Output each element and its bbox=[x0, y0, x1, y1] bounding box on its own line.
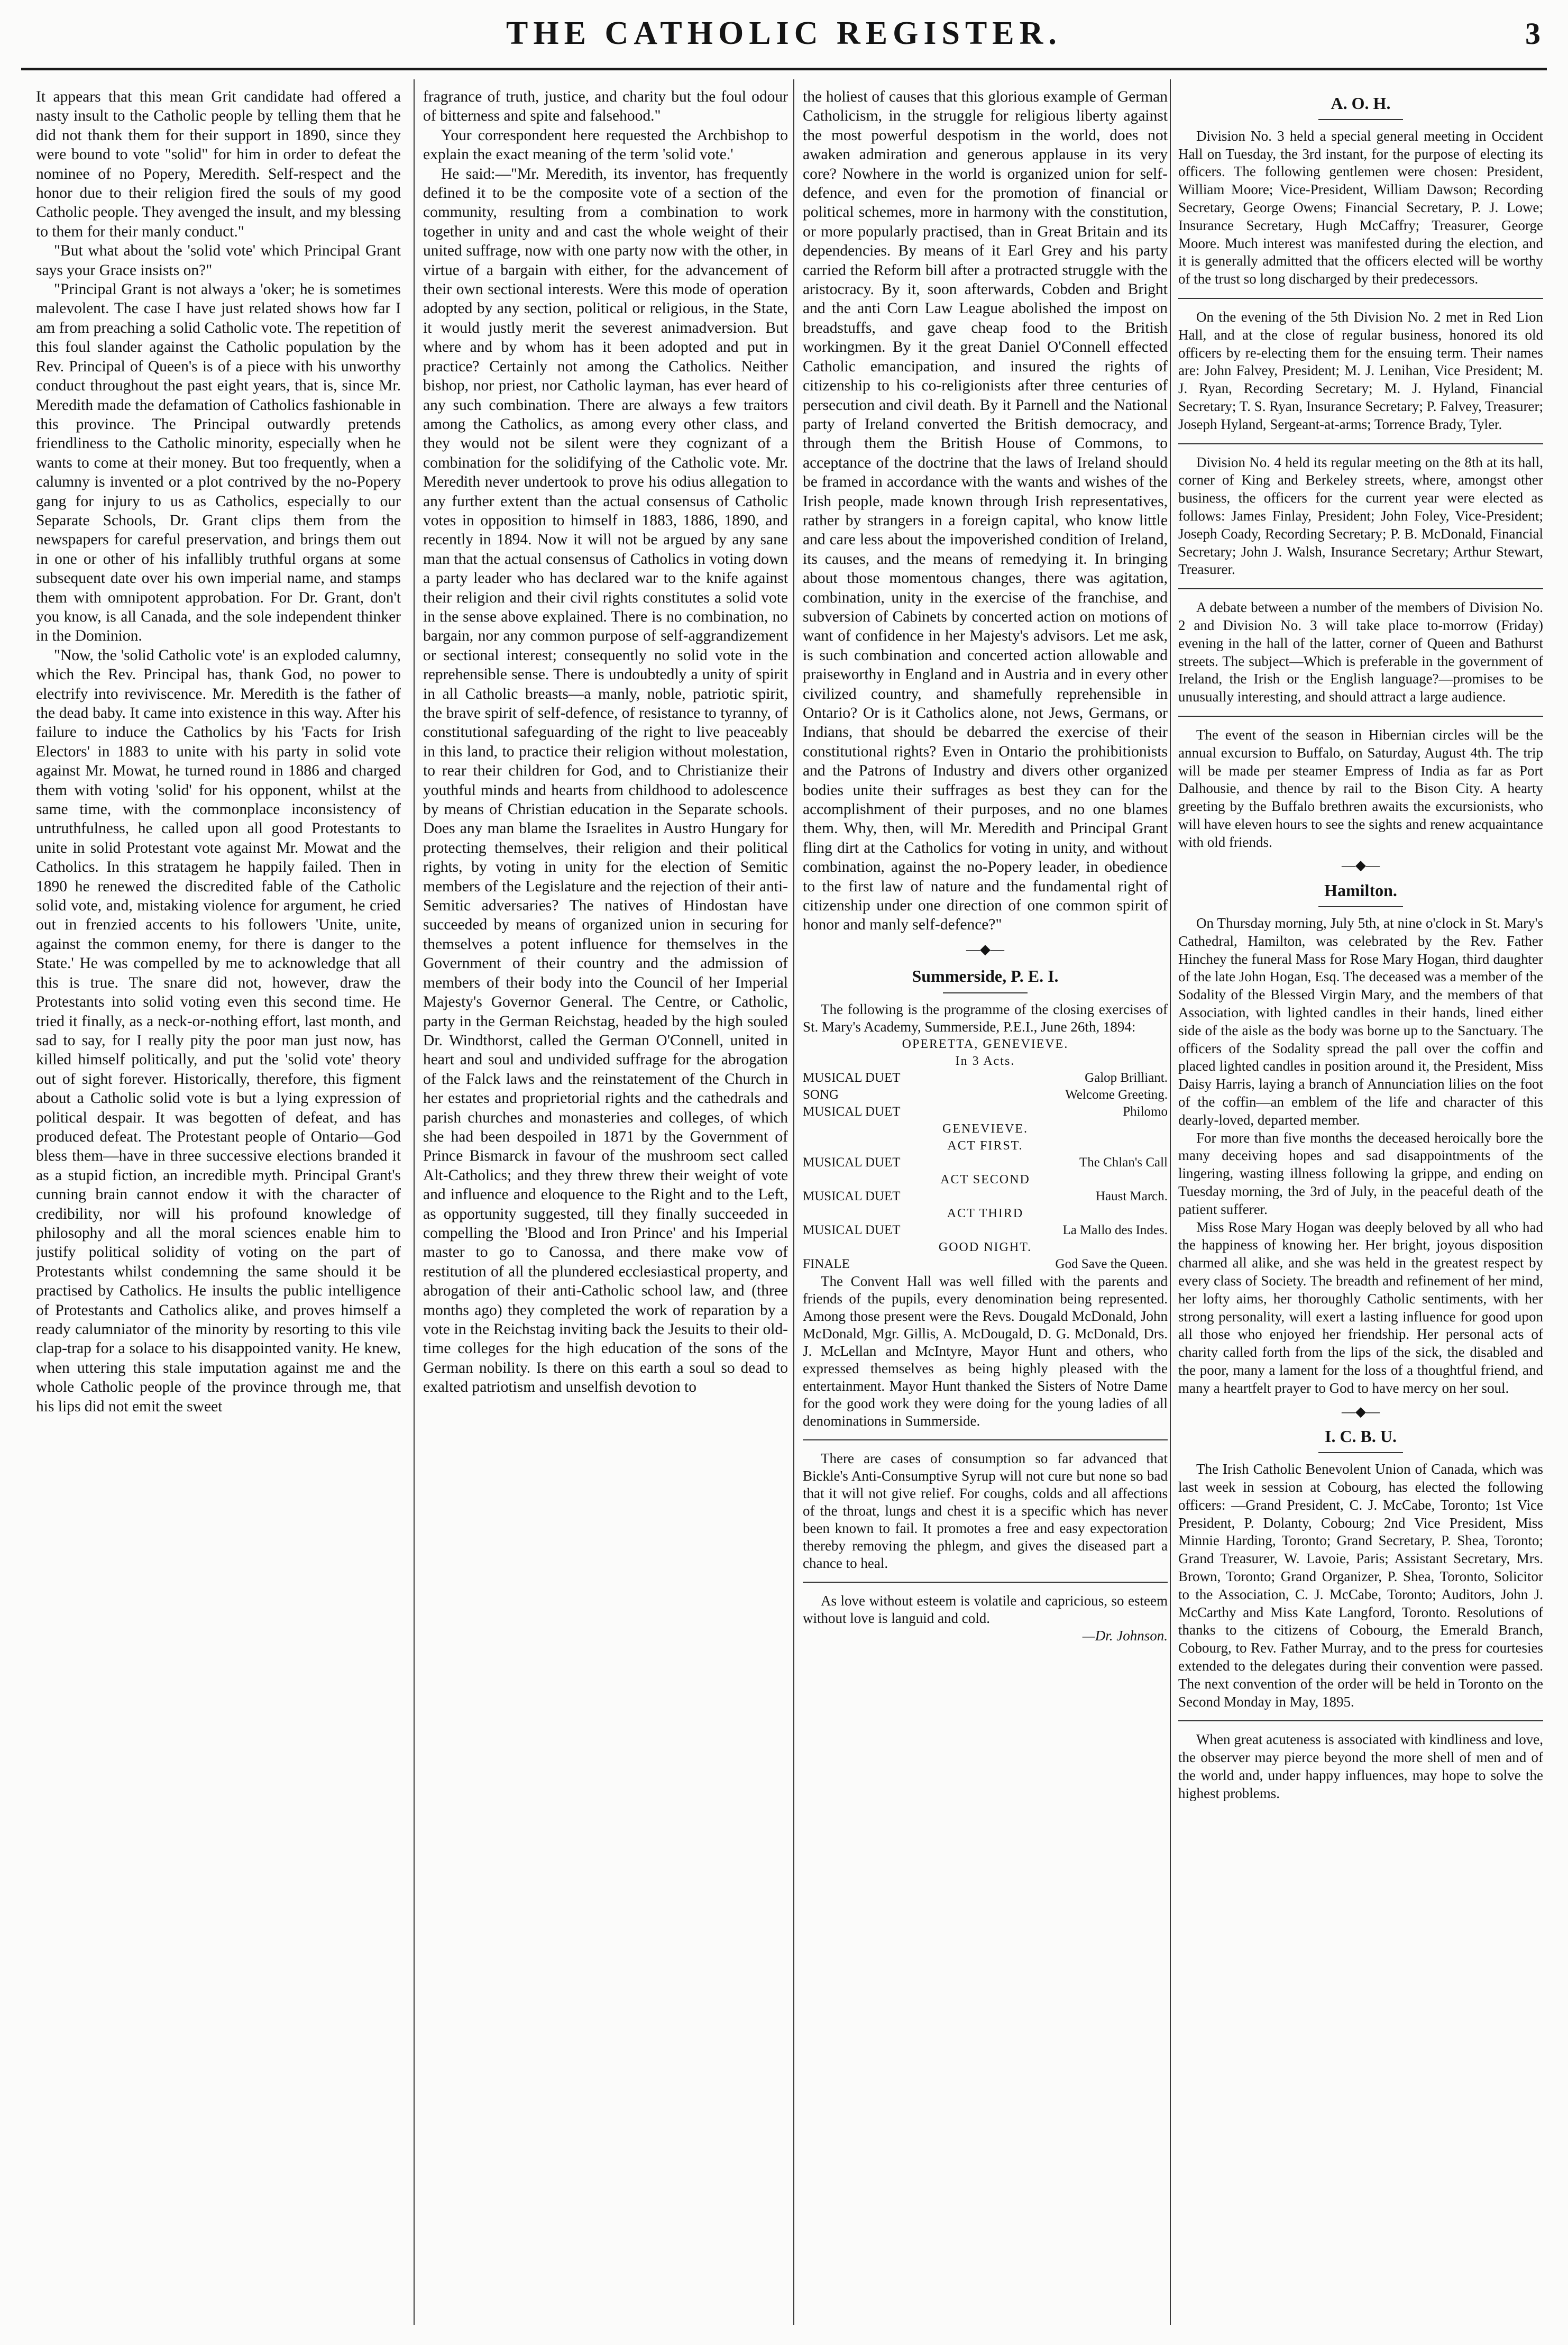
programme-subheading: ACT FIRST. bbox=[947, 1138, 1023, 1153]
article-paragraph: "Now, the 'solid Catholic vote' is an exploded calumny, which the Rev. Principal has, thank God, no power to electrify into reviviscence. Mr. Meredith is the father of the dead baby. It came into existence in this way. After his failure to induce the Catholics by his 'Facts for Irish Electors' in 1883 to unite with his party in solid vote against Mr. Mowat, he turned round in 1886 and charged them with voting 'solid' for his opponent, whilst at the same time, with the commonplace inconsistency of untruthfulness, he called upon all good Protestants to unite in solid Protestant vote against Mr. Mowat and the Catholics. In this stratagem he happily failed. Then in 1890 he renewed the discredited fable of the Catholic solid vote, and, mistaking violence for argument, he cried out in frenzied accents to his followers 'Unite, unite, against the common enemy, for there is danger to the State.' He was compelled by me to acknowledge that all this is true. The snare did not, however, draw the Protestants into solid voting even this second time. He tried it finally, as a neck-or-nothing effort, last month, and sad to say, for I really pity the poor man just now, has killed himself politically, and put the 'solid vote' theory out of sight forever. Historically, therefore, this figment about a Catholic solid vote is but a lying expression of political despair. It was begotten of defeat, and has produced defeat. The Protestant people of Ontario—God bless them—have in three successive elections branded it as a stupid fiction, an incredible myth. Principal Grant's cunning brain cannot endow it with the character of credibility, nor will his profound knowledge of philosophy and all the moral sciences enable him to justify political solidity of voting on the part of Protestants whilst condemning the same should it be practised by Catholics. He insults the public intelligence of Protestants and Catholics alike, and proves himself a ready calumniator of the minority by resorting to this vile clap-trap for a solace to his disappointed vanity. He knew, when uttering this stale imputation against me and the whole Catholic people of the province through me, that his lips did not emit the sweet bbox=[36, 646, 401, 1415]
article-paragraph: fragrance of truth, justice, and charity but the foul odour of bitterness and spite and falsehood." bbox=[423, 88, 788, 125]
programme-piece: Philomo bbox=[1123, 1104, 1168, 1119]
article-paragraph: Miss Rose Mary Hogan was deeply beloved by all who had the happiness of knowing her. Her bright, joyous disposition charmed all alike, and she was held in the greatest respect by every class of Society. The breadth and refinement of her mind, her lofty aims, her thoroughly Catholic sentiments, with her strong personality, will exert a lasting influence for good upon all those who enjoyed her friendship. Her personal acts of charity called forth from the lips of the sick, the disabled and the poor, many a lament for the loss of a thoughtful friend, and many a heartfelt prayer to God to have mercy on her soul. bbox=[1178, 1219, 1543, 1396]
programme-item: MUSICAL DUET bbox=[803, 1070, 901, 1085]
programme-row bbox=[803, 1188, 1168, 1205]
article-paragraph: "Principal Grant is not always a 'oker; he is sometimes malevolent. The case I have just related shows how far I am from preaching a solid Catholic vote. The repetition of this foul slander against the Catholic population by the Rev. Principal of Queen's is of a piece with his unworthy conduct throughout the past eight years, that is, since Mr. Meredith made the defamation of Catholics fashionable in this province. The Principal outwardly pretends friendliness to the Catholic minority, especially when he wants to come at their money. But too frequently, when a calumny is invented or a plot contrived by the no-Popery gang for injury to us as Catholics, especially to our Separate Schools, Dr. Grant clips them from the newspapers for careful preservation, and brings them out in one or other of his infallibly truthful organs at some subsequent date over his own imperial name, and stamps them with omnipotent approbation. For Dr. Grant, don't you know, is all Canada, and the sole independent thinker in the Dominion. bbox=[36, 281, 401, 645]
article-paragraph: Division No. 3 held a special general meeting in Occident Hall on Tuesday, the 3rd instant, for the purpose of electing its officers. The following gentlemen were chosen: President, William Moore; Vice-President, William Dawson; Recording Secretary, George Owens; Financial Secretary, P. J. Lowe; Insurance Secretary, Hugh McCaffry; Treasurer, George Moore. Much interest was manifested during the election, and it is generally admitted that the officers elected will be worthy of the trust so long discharged by their predecessors. bbox=[1178, 127, 1543, 287]
article-paragraph: Your correspondent here requested the Archbishop to explain the exact meaning of the term 'solid vote.' bbox=[423, 126, 788, 163]
programme-subheading: GOOD NIGHT. bbox=[938, 1240, 1032, 1254]
newspaper-title: THE CATHOLIC REGISTER. bbox=[506, 15, 1062, 51]
ornament-divider: —◆— bbox=[1342, 1403, 1380, 1419]
programme-row bbox=[803, 1087, 1168, 1103]
section-rule bbox=[803, 1582, 1168, 1583]
programme-piece: Galop Brilliant. bbox=[1085, 1070, 1168, 1085]
heading-rule bbox=[1318, 1452, 1403, 1453]
programme-row bbox=[803, 1070, 1168, 1087]
heading-rule bbox=[1318, 906, 1403, 907]
article-paragraph: The Irish Catholic Benevolent Union of Canada, which was last week in session at Cobourg, has elected the following officers: —Grand President, C. J. McCabe, Toronto; 1st Vice President, P. Dolanty, Cobourg; 2nd Vice President, Miss Minnie Harding, Toronto; Grand Secretary, P. Shea, Toronto; Grand Treasurer, W. Lavoie, Paris; Assistant Secretary, Mrs. Brown, Toronto; Grand Organizer, P. Shea, Toronto, Solicitor to the Association, C. J. McCabe, Toronto; Auditors, John J. McCarthy and Miss Kate Langford, Toronto. Resolutions of thanks to the citizens of Cobourg, the Emerald Branch, Cobourg, to Rev. Father Murray, and to the press for courtesies extended to the delegates during their convention were passed. The next convention of the order will be held in Toronto on the Second Monday in May, 1895. bbox=[1178, 1461, 1543, 1710]
column-rule bbox=[793, 79, 794, 2325]
programme-piece: Haust March. bbox=[1095, 1189, 1168, 1203]
programme-subheading: ACT SECOND bbox=[940, 1172, 1030, 1187]
page-number: 3 bbox=[1525, 16, 1541, 51]
programme-rows bbox=[803, 1070, 1168, 1273]
article-paragraph: When great acuteness is associated with kindliness and love, the observer may pierce beyond the more shell of men and of the world and, under happy influences, may hope to solve the highest problems. bbox=[1178, 1731, 1543, 1801]
section-rule bbox=[1178, 443, 1543, 444]
article-paragraph: Division No. 4 held its regular meeting on the 8th at its hall, corner of King and Berkeley streets, where, amongst other business, the officers for the current year were elected as follows: James Finlay, President; John Foley, Vice-President; Joseph Coady, Recording Secretary; P. B. McDonald, Financial Secretary; John J. Walsh, Insurance Secretary; Arthur Stewart, Treasurer. bbox=[1178, 454, 1543, 578]
programme-row bbox=[803, 1154, 1168, 1171]
programme-acts: In 3 Acts. bbox=[955, 1054, 1015, 1068]
article-paragraph: the holiest of causes that this glorious example of German Catholicism, in the struggle for religious liberty against the most powerful despotism in the world, does not awaken admiration and generous applause in its very core? Nowhere in the world is organized union for self-defence, and even for the promotion of financial or political schemes, more in harmony with the constitution, or more popularly practised, than in Great Britain and its dependencies. By means of it Earl Grey and his party carried the Reform bill after a protracted struggle with the aristocracy. By it, soon afterwards, Cobden and Bright and the anti Corn Law League abolished the impost on breadstuffs, and gave cheap food to the British workingmen. By it the great Daniel O'Connell effected Catholic emancipation, and insured the rights of citizenship to his co-religionists after three centuries of persecution and civil death. By it Parnell and the National party of Ireland converted the British democracy, and through them the British House of Commons, to acceptance of the doctrine that the laws of Ireland should be framed in accordance with the wants and wishes of the Irish people, made known through Irish representatives, rather by strangers in a foreign capital, who know little and care less about the impoverished condition of Ireland, its causes, and the means of remedying it. In bringing about those momentous changes, there was agitation, combination, unity in the exercise of the franchise, and subversion of Cabinets by concerted action on motions of want of confidence in her Majesty's advisors. Let me ask, is such combination and concerted action allowable and praiseworthy in England and in Austria and in every other civilized country, and shamefully reprehensible in Ontario? Or is it Catholics alone, not Jews, Germans, or Indians, that should be debarred the exercise of their constitutional rights? Even in Ontario the prohibitionists and the Patrons of Industry and divers other organized bodies unite their suffrages as best they can for the accomplishment of their purposes, and no one blames them. Why, then, will Mr. Meredith and Principal Grant fling dirt at the Catholics for voting in unity, and without combination, against the no-Popery leader, in obedience to the first law of nature and the fundamental right of citizenship under one direction of one common spirit of honor and manly self-defence?" bbox=[803, 88, 1168, 934]
programme-item: SONG bbox=[803, 1087, 839, 1102]
article-paragraph: It appears that this mean Grit candidate had offered a nasty insult to the Catholic people by telling them that he did not thank them for their support in 1890, since they were bound to vote "solid" for him in order to defeat the nominee of no Popery, Meredith. Self-respect and the honor due to their religion fired the souls of my good Catholic people. They avenged the insult, and my blessing to them for their manly conduct." bbox=[36, 88, 401, 240]
column-rule bbox=[1170, 79, 1171, 2325]
article-paragraph: For more than five months the deceased heroically bore the many deceiving hopes and sad disappointments of the lingering, wasting illness following la grippe, and ending on Tuesday morning, the 3rd of July, in the peaceful death of the patient sufferer. bbox=[1178, 1129, 1543, 1217]
quote-paragraph: As love without esteem is volatile and capricious, so esteem without love is languid and cold. bbox=[803, 1592, 1168, 1626]
heading-rule bbox=[1318, 119, 1403, 120]
programme-row bbox=[803, 1103, 1168, 1120]
section-rule bbox=[1178, 588, 1543, 589]
section-rule bbox=[803, 1439, 1168, 1440]
article-paragraph: The event of the season in Hibernian circles will be the annual excursion to Buffalo, on Saturday, August 4th. The trip will be made per steamer Empress of India as far as Port Dalhousie, and thence by rail to the Bison City. A hearty greeting by the Buffalo brethren awaits the excursionists, who will have eleven hours to see the sights and renew acquaintance with old friends. bbox=[1178, 726, 1543, 850]
programme-row bbox=[803, 1256, 1168, 1273]
programme-row bbox=[803, 1222, 1168, 1239]
section-heading-aoh: A. O. H. bbox=[1331, 94, 1391, 113]
programme-item: MUSICAL DUET bbox=[803, 1104, 901, 1119]
column-2 bbox=[423, 87, 788, 2325]
article-paragraph: On the evening of the 5th Division No. 2 met in Red Lion Hall, and at the close of regular business, honored its old officers by re-electing them for the ensuing term. Their names are: John Falvey, President; M. J. Lenihan, Vice President; M. J. Ryan, Recording Secretary; M. J. Hyland, Financial Secretary; T. S. Ryan, Insurance Secretary; P. Falvey, Treasurer; Joseph Hyland, Sergeant-at-arms; Torrence Brady, Tyler. bbox=[1178, 308, 1543, 432]
heading-rule bbox=[943, 992, 1028, 993]
programme-item: MUSICAL DUET bbox=[803, 1222, 901, 1237]
section-heading-summerside: Summerside, P. E. I. bbox=[912, 966, 1059, 986]
section-rule bbox=[1178, 1720, 1543, 1721]
programme-piece: The Chlan's Call bbox=[1079, 1155, 1168, 1170]
article-paragraph: He said:—"Mr. Meredith, its inventor, has frequently defined it to be the composite vote of a section of the community, resulting from a combination to work together in unity and and cast the whole weight of their united suffrage, now with one party now with the other, in virtue of a bargain with either, for the advancement of their own sectional interests. Were this mode of operation adopted by any section, political or religious, in the State, it would justly merit the severest animadversion. But where and by whom has it been adopted and put in practice? Certainly not among the Catholics. Neither bishop, nor priest, nor Catholic layman, has ever heard of any such combination. There are always a few traitors among the Catholics, as among every other class, and they would not be silent were they cognizant of a combination for the solidifying of the Catholic vote. Mr. Meredith never undertook to prove his odius allegation to any further extent than the actual consensus of Catholic votes in opposition to himself in 1883, 1886, 1890, and recently in 1894. Now it will not be argued by any sane man that the actual consensus of Catholics in voting down a party leader who has declared war to the knife against their religion and their civil rights constitutes a solid vote in the sense above explained. There is no combination, no bargain, nor any common purpose of self-aggrandizement or sectional interest; consequently no solid vote in the reprehensible sense. There is undoubtedly a unity of spirit in all Catholic breasts—a manly, noble, patriotic spirit, the brave spirit of self-defence, of resistance to tyranny, of constitutional safeguarding of the right to live peaceably in this land, to practice their religion without molestation, to rear their children for God, and to Christianize their youthful minds and hearts from childhood to adolescence by means of Christian education in the Separate schools. Does any man blame the Israelites in Austro Hungary for protecting themselves, their religion and their political rights, by voting in unity for the election of Semitic members of the Legislature and the rejection of their anti-Semitic adversaries? The natives of Hindostan have succeeded by means of organized union in securing for themselves a potent influence for themselves in the Government of their country and the admission of members of their body into the Council of her Imperial Majesty's Governor General. The Centre, or Catholic, party in the German Reichstag, headed by the high souled Dr. Windthorst, called the German O'Connell, united in heart and soul and undivided suffrage for the abrogation of the Falck laws and the reinstatement of the Church in her estates and proprietorial rights and the cathedrals and parish churches and monasteries and colleges, of which she had been despoiled in 1871 by the Government of Prince Bismarck in favour of the mushroom sect called Alt-Catholics; and they threw threw their weight of vote and influence and eloquence to the Right and to the Left, as opportunity suggested, till they finally succeeded in compelling the 'Blood and Iron Prince' and his Imperial master to go to Canossa, and there make vow of restitution of all the plundered ecclesiastical property, and abrogation of their anti-Catholic school law, and (three months ago) they completed the work of reparation by a vote in the Reichstag inviting back the Jesuits to their old-time colleges for the high education of the sons of the German nobility. Is there on this earth a soul so dead to exalted patriotism and unselfish devotion to bbox=[423, 165, 788, 1396]
notice-paragraph: There are cases of consumption so far advanced that Bickle's Anti-Consumptive Syrup will not cure but none so bad that it will not give relief. For coughs, colds and all affections of the throat, lungs and chest it is a specific which has never been known to fail. It promotes a free and easy expectoration thereby removing the phlegm, and gives the diseased part a chance to heal. bbox=[803, 1450, 1168, 1571]
programme-piece: God Save the Queen. bbox=[1055, 1256, 1168, 1271]
programme bbox=[803, 1036, 1168, 1273]
programme-item: MUSICAL DUET bbox=[803, 1189, 901, 1203]
masthead bbox=[21, 10, 1547, 70]
section-heading-hamilton: Hamilton. bbox=[1324, 881, 1397, 900]
column-1 bbox=[36, 87, 401, 2325]
programme-piece: La Mallo des Indes. bbox=[1062, 1222, 1168, 1237]
ornament-divider: —◆— bbox=[1342, 857, 1380, 873]
article-paragraph: On Thursday morning, July 5th, at nine o'clock in St. Mary's Cathedral, Hamilton, was celebrated by the Rev. Father Hinchey the funeral Mass for Rose Mary Hogan, third daughter of the late John Hogan, Esq. The deceased was a member of the Sodality of the Blessed Virgin Mary, and the members of that Association, with lighted candles in their hands, lined either side of the aisle as the body was borne up to the Sanctuary. The officers of the Sodality spread the pall over the coffin and placed lighted candles in position around it, the President, Miss Daisy Harris, laying a branch of Annunciation lilies on the foot of the coffin—an emblem of the life and character of this dearly-loved, departed member. bbox=[1178, 915, 1543, 1128]
ornament-divider: —◆— bbox=[966, 941, 1004, 957]
quote-attribution: —Dr. Johnson. bbox=[1082, 1627, 1168, 1644]
article-paragraph: "But what about the 'solid vote' which Principal Grant says your Grace insists on?" bbox=[36, 242, 401, 279]
section-rule bbox=[1178, 716, 1543, 717]
column-4 bbox=[1178, 87, 1543, 2325]
programme-piece: Welcome Greeting. bbox=[1065, 1087, 1168, 1102]
article-paragraph: The Convent Hall was well filled with the parents and friends of the pupils, every denomination being represented. Among those present were the Revs. Dougald McDonald, John McDonald, Mgr. Gillis, A. McDougald, D. G. McDonald, Drs. J. McLellan and McIntyre, Mayor Hunt and others, who expressed themselves as being highly pleased with the entertainment. Mayor Hunt thanked the Sisters of Notre Dame for the good work they were doing for the young ladies of all denominations in Summerside. bbox=[803, 1273, 1168, 1429]
column-rule bbox=[414, 79, 415, 2325]
programme-subheading: GENEVIEVE. bbox=[942, 1121, 1028, 1136]
programme-item: FINALE bbox=[803, 1256, 850, 1271]
programme-intro: The following is the programme of the closing exercises of St. Mary's Academy, Summerside, P.E.I., June 26th, 1894: bbox=[803, 1001, 1168, 1035]
article-paragraph: A debate between a number of the members of Division No. 2 and Division No. 3 will take place to-morrow (Friday) evening in the hall of the latter, corner of Queen and Bathurst streets. The subject—Which is preferable in the government of Ireland, the Irish or the English language?—promises to be unusually interesting, and should attract a large audience. bbox=[1178, 599, 1543, 705]
programme-subheading: ACT THIRD bbox=[947, 1206, 1024, 1220]
section-heading-icbu: I. C. B. U. bbox=[1324, 1427, 1397, 1446]
programme-item: MUSICAL DUET bbox=[803, 1155, 901, 1170]
column-3 bbox=[803, 87, 1168, 2325]
programme-operetta: OPERETTA, GENEVIEVE. bbox=[902, 1037, 1069, 1051]
section-rule bbox=[1178, 298, 1543, 299]
